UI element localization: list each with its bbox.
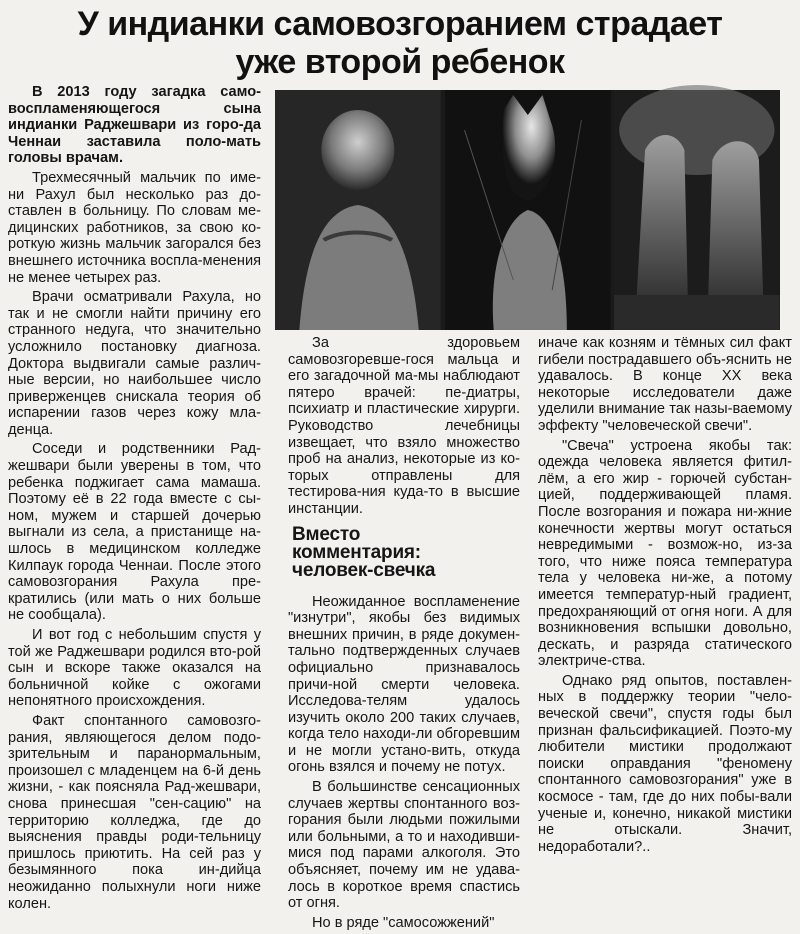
photo-strip: [275, 90, 780, 330]
paragraph: Соседи и родственники Рад-жешвари были уверены в том, что ребенка поджигает сама мамаша. Поэтому её в 22 года вместе с сы-ном, мужем и старшей дочерью выгнали из села, а пристанище на-шлось в медицинском колледже Килпаук города Ченнаи. После этого самовозгорания Рахула пре-кратились (или мать о них больше не сообщала).: [8, 441, 261, 624]
subhead-line: Вместо: [292, 523, 361, 545]
paragraph: В большинстве сенсационных случаев жертвы спонтанного воз-горания были людьми пожилыми или больными, а то и находивши-мися под парами алкоголя. Это объясняет, почему им не удава-лось в короткое время спастись от огня.: [288, 779, 520, 912]
column-2: [288, 335, 520, 934]
paragraph: Но в ряде "самосожжений": [312, 914, 495, 931]
headline: [0, 0, 800, 84]
column-3: [538, 335, 792, 858]
subhead: [292, 523, 520, 581]
photo-burned-figure-2: [445, 90, 611, 330]
lead-paragraph: В 2013 году загадка само-воспламеняющегося сына индианки Раджешвари из горо-да Ченнаи заставила поло-мать головы врачам.: [8, 84, 261, 167]
column-1: [8, 84, 261, 915]
paragraph: "Свеча" устроена якобы так: одежда человека является фитил-лём, а его жир - горючей субстан-цией, поддерживающей пламя. После возгорания и пожара ни-жние конечности жертвы могут остаться невредимыми - возмож-но, из-за того, что ниже пояса температура тела у человека ни-же, а потому имеется температур-ный градиент, предохраняющий от огня ноги. А для возникновения вспышки довольно, дескать, и разряда статического электриче-ства.: [538, 437, 792, 670]
paragraph: Однако ряд опытов, поставлен-ных в поддержку теории "чело-веческой свечи", спустя годы был признан фальсификацией. Поэто-му любители мистики продолжают поиски оправдания "феномену спонтанного самовозгорания" уже в космосе - там, где до них побы-вали ученые и, конечно, никакой мистики не отыскали. Значит, недоработали?..: [538, 672, 792, 855]
headline-line1: У индианки самовозгоранием страдает: [77, 5, 723, 43]
paragraph: иначе как козням и тёмных сил факт гибели пострадавшего объ-яснить не удавалось. В конце XX века некоторые исследователи даже уделили внимание так назы-ваемому эффекту "человеческой свечи".: [538, 335, 792, 434]
headline-line2: уже второй ребенок: [235, 43, 565, 81]
paragraph: Врачи осматривали Рахула, но так и не смогли найти причину его странного недуга, что значительно усложнило постановку диагноза. Доктора выдвигали самые различ-ные версии, но наибольшее число приверженцев снискала теория об испарении газов через кожу мла-денца.: [8, 289, 261, 438]
paragraph: Трехмесячный мальчик по име-ни Рахул был несколько раз до-ставлен в больницу. По словам ме-дицинских работников, за свою ко-роткую жизнь мальчик загорался без внешнего источника воспла-менения не менее четырех раз.: [8, 169, 261, 286]
paragraph: Факт спонтанного самовозго-рания, являющегося делом подо-зрительным и паранормальным, произошел с младенцем на 6-й день жизни, - как поясняла Рад-жешвари, снова принесшая "сен-сацию" на территорию колледжа, где до выяснения правды роди-тельницу пришлось приютить. На сей раз у безымянного пока ин-дийца неожиданно полыхнули ноги ниже колен.: [8, 712, 261, 912]
paragraph: За здоровьем самовозгоревше-гося мальца и его загадочной ма-мы наблюдают пятеро врачей: пе-диатры, психиатр и пластические хирурги. Руководство лечебницы извещает, что взяло множество проб на анализ, некоторые из ко-торых отправлены для тестирова-ния куда-то в высшие инстанции.: [288, 335, 520, 517]
subhead-line: комментария:: [292, 541, 421, 563]
paragraph: И вот год с небольшим спустя у той же Раджешвари родился вто-рой сын и вскоре также оказался на больничной койке с ожогами непонятного происхождения.: [8, 627, 261, 710]
paragraph: Неожиданное воспламенение "изнутри", якобы без видимых внешних причин, в ряде докумен-тально подтвержденных случаев официально признавалось причи-ной смерти человека. Исследова-телям удалось изучить около 200 таких случаев, когда тело находи-ли обгоревшим и не могли устано-вить, откуда огонь взялся и почему не потух.: [288, 593, 520, 776]
subhead-line: человек-свечка: [292, 559, 436, 581]
photo-burned-figure-3: [614, 90, 780, 330]
photo-burned-figure-1: [275, 90, 441, 330]
